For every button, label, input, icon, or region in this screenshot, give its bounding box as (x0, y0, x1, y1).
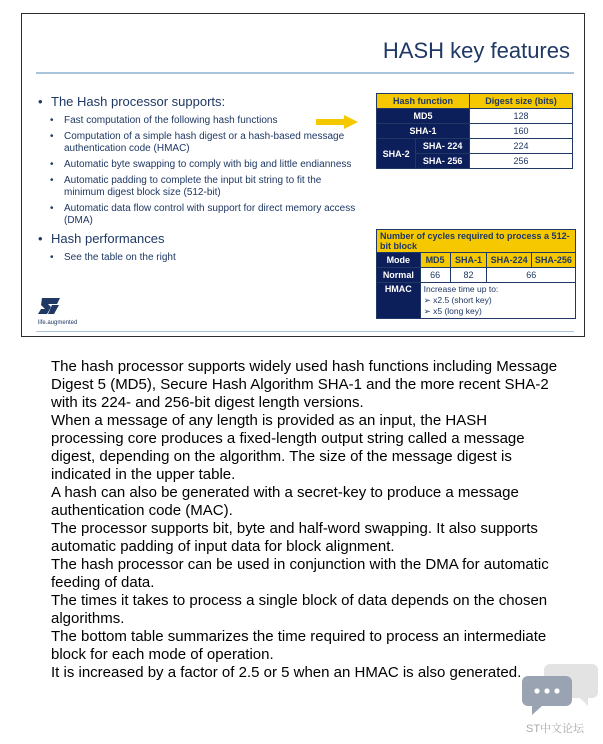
slide (21, 13, 585, 337)
col-digest-size: Digest size (bits) (470, 94, 573, 109)
watermark-text: ST中文论坛 (526, 723, 585, 735)
logo-tagline: life.augmented (38, 320, 78, 326)
normal-sha2: 66 (487, 268, 576, 283)
row-sha224: SHA- 224 (416, 139, 470, 154)
row-hmac: HMAC (377, 283, 421, 319)
notes-paragraph: The times it takes to process a single block of data depends on the chosen algorithms. (51, 592, 548, 627)
cycles-table (376, 229, 576, 319)
subbullet-hmac: • Computation of a simple hash digest or a hash-based message authentication code (HMAC) (36, 131, 356, 155)
subbullet-dma: • Automatic data flow control with support for direct memory access (DMA) (36, 203, 356, 227)
notes-paragraph: The bottom table summarizes the time required to process an intermediate block for each mode of operation. (51, 628, 547, 663)
cycles-caption: Number of cycles required to process a 512-bit block (377, 230, 576, 253)
col-sha1: SHA-1 (450, 253, 487, 268)
sha256-bits: 256 (470, 154, 573, 169)
speaker-notes (51, 358, 561, 682)
normal-md5: 66 (420, 268, 450, 283)
bullet-performances: • Hash performances (36, 231, 356, 246)
row-sha1: SHA-1 (377, 124, 470, 139)
row-md5: MD5 (377, 109, 470, 124)
bullet-supports: • The Hash processor supports: (36, 94, 356, 109)
col-mode: Mode (377, 253, 421, 268)
hmac-short-key: x2.5 (short key) (433, 295, 492, 305)
normal-sha1: 82 (450, 268, 487, 283)
chat-bubble-icon (520, 662, 600, 716)
col-sha256: SHA-256 (531, 253, 575, 268)
slide-title: HASH key features (382, 38, 570, 63)
subbullet-see-table: • See the table on the right (36, 252, 356, 264)
row-sha256: SHA- 256 (416, 154, 470, 169)
hmac-increase (420, 283, 575, 319)
hmac-line-1: Increase time up to: (423, 284, 499, 294)
notes-paragraph: The hash processor can be used in conjunction with the DMA for automatic feeding of data. (51, 556, 549, 591)
notes-paragraph: The hash processor supports widely used hash functions including Message Digest 5 (MD5), Secure Hash Algorithm SHA-1 and the more recent SHA-2 with its 224- and 256-bit digest length versions. (51, 358, 558, 411)
notes-paragraph: A hash can also be generated with a secret-key to produce a message authentication code (MAC). (51, 484, 519, 519)
sha224-bits: 224 (470, 139, 573, 154)
hmac-line-2: ➢ x2.5 (short key) (423, 295, 492, 305)
yellow-arrow-icon (316, 115, 358, 129)
forum-watermark (520, 662, 600, 735)
subbullet-padding: • Automatic padding to complete the input bit string to fit the minimum digest block size (512-bit) (36, 175, 356, 199)
hmac-long-key: x5 (long key) (433, 306, 482, 316)
col-md5: MD5 (420, 253, 450, 268)
sha1-bits: 160 (470, 124, 573, 139)
notes-paragraph: The processor supports bit, byte and half-word swapping. It also supports automatic padding of input data for block alignment. (51, 520, 538, 555)
subbullet-fast-computation: • Fast computation of the following hash functions (36, 115, 356, 127)
hmac-line-3: ➢ x5 (long key) (423, 306, 482, 316)
subbullet-byte-swapping: • Automatic byte swapping to comply with big and little endianness (36, 159, 356, 171)
notes-paragraph: It is increased by a factor of 2.5 or 5 when an HMAC is also generated. (51, 664, 522, 681)
st-logo-icon (38, 298, 60, 314)
feature-bullets (36, 94, 356, 268)
row-sha2: SHA-2 (377, 139, 416, 169)
row-normal: Normal (377, 268, 421, 283)
md5-bits: 128 (470, 109, 573, 124)
title-divider (36, 72, 574, 74)
col-hash-function: Hash function (377, 94, 470, 109)
st-logo (38, 298, 77, 326)
digest-size-table (376, 93, 573, 169)
col-sha224: SHA-224 (487, 253, 531, 268)
footer-divider (36, 331, 574, 332)
notes-paragraph: When a message of any length is provided as an input, the HASH processing core produces a fixed-length output string called a message digest, depending on the algorithm. The size of the message digest is indicated in the upper table. (51, 412, 525, 483)
